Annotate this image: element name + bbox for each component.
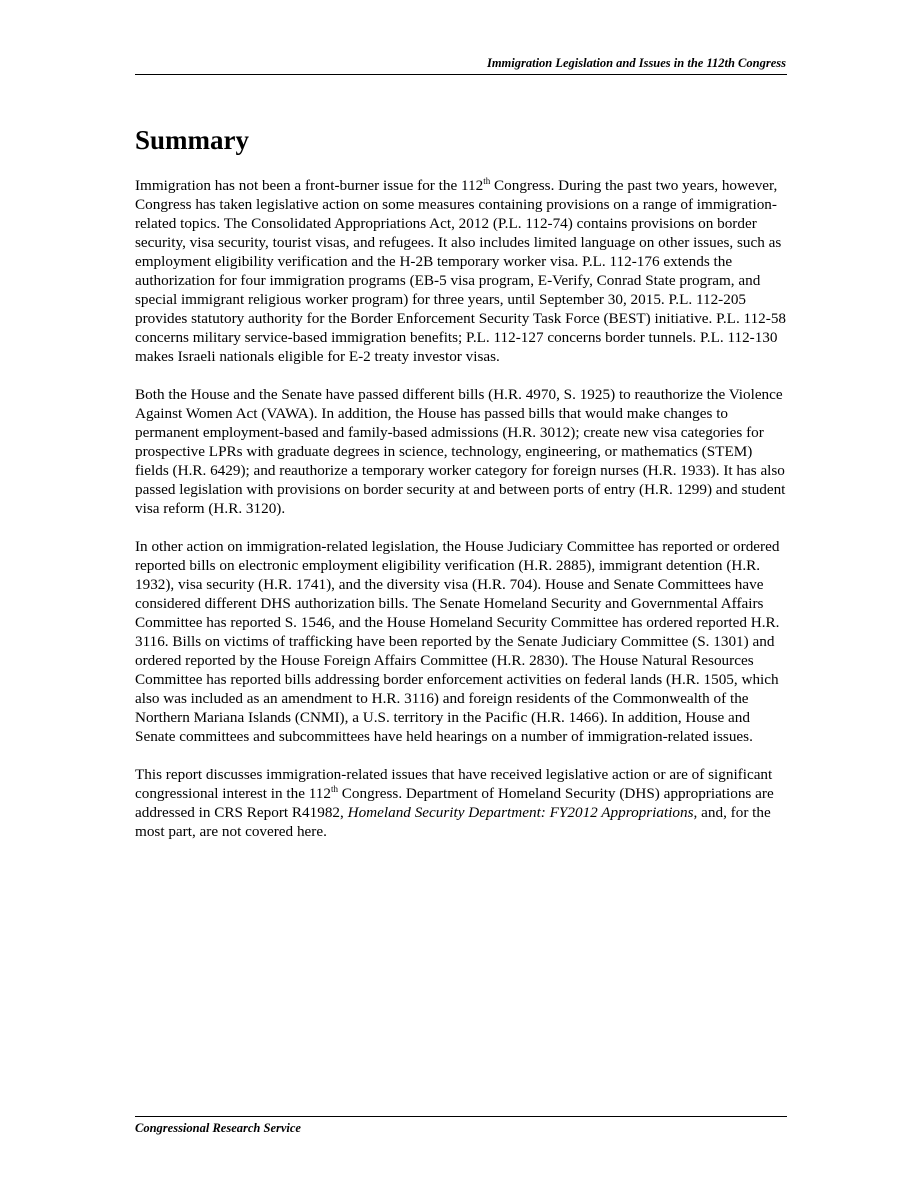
superscript-th: th [483,176,491,186]
running-header: Immigration Legislation and Issues in the 112th Congress [486,56,786,70]
running-footer: Congressional Research Service [135,1121,301,1135]
summary-body [135,176,787,860]
superscript-th: th [330,784,338,794]
header-rule [135,74,787,75]
section-title: Summary [135,125,249,155]
paragraph-1: Immigration has not been a front-burner issue for the 112th Congress. During the past two years, however, Congress has taken legislative action on some measures containing provisions on a range of immigration-related topics. The Consolidated Appropriations Act, 2012 (P.L. 112-74) contains provisions on border security, visa security, tourist visas, and refugees. It also includes limited language on other issues, such as employment eligibility verification and the H-2B temporary worker visa. P.L. 112-176 extends the authorization for four immigration programs (EB-5 visa program, E-Verify, Conrad State program, and special immigrant religious worker program) for three years, until September 30, 2015. P.L. 112-205 provides statutory authority for the Border Enforcement Security Task Force (BEST) initiative. P.L. 112-58 concerns military service-based immigration benefits; P.L. 112-127 concerns border tunnels. P.L. 112-130 makes Israeli nationals eligible for E-2 treaty investor visas. [135,176,787,365]
report-title: Homeland Security Department: FY2012 Appropriations [347,804,694,821]
footer-rule [135,1116,787,1117]
paragraph-2: Both the House and the Senate have passed different bills (H.R. 4970, S. 1925) to reauthorize the Violence Against Women Act (VAWA). In addition, the House has passed bills that would make changes to permanent employment-based and family-based admissions (H.R. 3012); create new visa categories for prospective LPRs with graduate degrees in science, technology, engineering, or mathematics (STEM) fields (H.R. 6429); and reauthorize a temporary worker category for foreign nurses (H.R. 1933). It has also passed legislation with provisions on border security at and between ports of entry (H.R. 1299) and student visa reform (H.R. 3120). [135,386,786,517]
paragraph-3: In other action on immigration-related legislation, the House Judiciary Committee has reported or ordered reported bills on electronic employment eligibility verification (H.R. 2885), immigrant detention (H.R. 1932), visa security (H.R. 1741), and the diversity visa (H.R. 704). House and Senate Committees have considered different DHS authorization bills. The Senate Homeland Security and Governmental Affairs Committee has reported S. 1546, and the House Homeland Security Committee has ordered reported H.R. 3116. Bills on victims of trafficking have been reported by the Senate Judiciary Committee (S. 1301) and ordered reported by the House Foreign Affairs Committee (H.R. 2830). The House Natural Resources Committee has reported bills addressing border enforcement activities on federal lands (H.R. 1505, which also was included as an amendment to H.R. 3116) and foreign residents of the Commonwealth of the Northern Mariana Islands (CNMI), a U.S. territory in the Pacific (H.R. 1466). In addition, House and Senate committees and subcommittees have held hearings on a number of immigration-related issues. [135,538,780,745]
paragraph-4: This report discusses immigration-related issues that have received legislative action or are of significant congressional interest in the 112th Congress. Department of Homeland Security (DHS) appropriations are addressed in CRS Report R41982, Homeland Security Department: FY2012 Appropriations, and, for the most part, are not covered here. [135,766,774,840]
